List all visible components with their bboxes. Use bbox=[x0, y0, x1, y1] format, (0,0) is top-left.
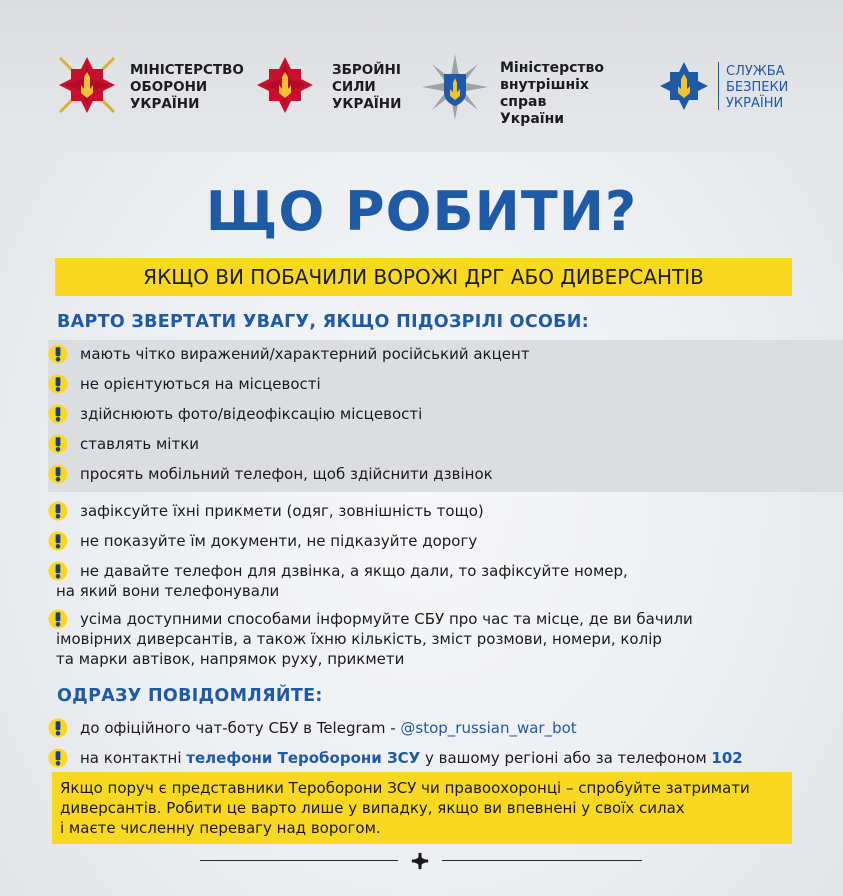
footer-divider-left bbox=[200, 860, 398, 861]
list-item: усіма доступними способами інформуйте СБУ про час та місце, де ви бачили імовірних диверсантів, а також їхню кількість, зміст розмови, номери, колір та марки автівок, напрямок руху, прикмети bbox=[48, 609, 828, 669]
exclamation-icon bbox=[48, 434, 68, 454]
cross-icon bbox=[410, 851, 430, 871]
telegram-bot-link[interactable]: @stop_russian_war_bot bbox=[400, 719, 577, 737]
header-band bbox=[0, 0, 843, 152]
sbu-emblem-icon bbox=[658, 60, 710, 112]
zsu-emblem-icon bbox=[252, 52, 318, 118]
list-item: не давайте телефон для дзвінка, а якщо дали, то зафіксуйте номер, на який вони телефонували bbox=[48, 561, 808, 601]
exclamation-icon bbox=[48, 374, 68, 394]
exclamation-icon bbox=[48, 531, 68, 551]
footer-divider-right bbox=[442, 860, 642, 861]
zsu-logo-text: ЗБРОЙНІ СИЛИ УКРАЇНИ bbox=[332, 62, 402, 112]
telegram-bot-text: до офіційного чат-боту СБУ в Telegram - bbox=[80, 719, 401, 737]
exclamation-icon bbox=[48, 464, 68, 484]
page-title: ЩО РОБИТИ? bbox=[205, 180, 638, 243]
subtitle-banner: ЯКЩО ВИ ПОБАЧИЛИ ВОРОЖІ ДРГ АБО ДИВЕРСАНТІВ bbox=[55, 258, 792, 296]
sbu-logo-text: СЛУЖБА БЕЗПЕКИ УКРАЇНИ bbox=[726, 64, 789, 111]
exclamation-icon bbox=[48, 404, 68, 424]
mvs-star-emblem-icon bbox=[420, 52, 490, 122]
note-banner: Якщо поруч є представники Тероборони ЗСУ чи правоохоронці – спробуйте затримати диверсантів. Робити це варто лише у випадку, якщо ви впевнені у своїх силах і маєте численну перевагу над ворогом. bbox=[52, 772, 792, 844]
mvs-logo-text: Міністерство внутрішніх справ України bbox=[500, 60, 605, 127]
mod-emblem-icon bbox=[54, 52, 120, 118]
zsu-logo bbox=[252, 52, 402, 124]
mod-logo bbox=[54, 52, 244, 124]
exclamation-icon bbox=[48, 344, 68, 364]
mvs-logo bbox=[420, 52, 620, 127]
mod-logo-text: МІНІСТЕРСТВО ОБОРОНИ УКРАЇНИ bbox=[130, 62, 244, 112]
phone-102-link[interactable]: 102 bbox=[711, 749, 743, 767]
section-attention-heading: ВАРТО ЗВЕРТАТИ УВАГУ, ЯКЩО ПІДОЗРІЛІ ОСОБИ: bbox=[57, 312, 590, 332]
exclamation-icon bbox=[48, 718, 68, 738]
sbu-divider bbox=[718, 62, 719, 110]
section-report-heading: ОДРАЗУ ПОВІДОМЛЯЙТЕ: bbox=[57, 686, 323, 706]
exclamation-icon bbox=[48, 748, 68, 768]
teroborona-phones-link[interactable]: телефони Тероборони ЗСУ bbox=[186, 749, 421, 767]
exclamation-icon bbox=[48, 501, 68, 521]
sbu-logo bbox=[658, 52, 838, 124]
